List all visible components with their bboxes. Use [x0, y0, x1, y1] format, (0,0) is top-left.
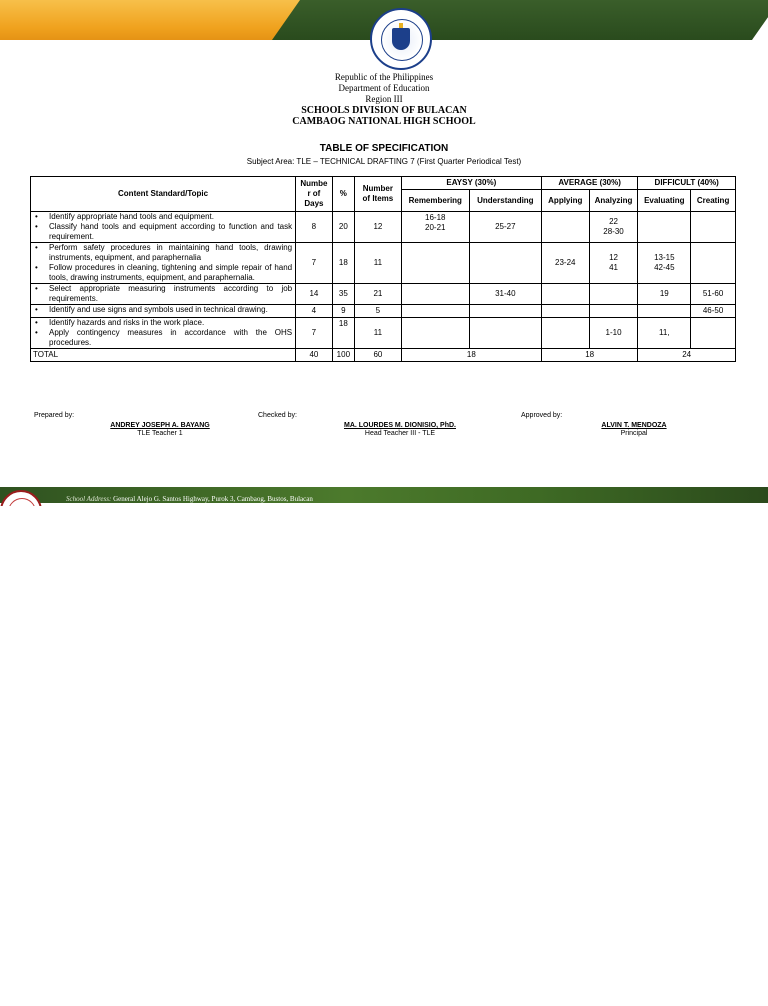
approver-name: ALVIN T. MENDOZA [601, 422, 667, 429]
evaluating-cell: 11, [638, 318, 691, 349]
percent-cell: 18 [332, 318, 354, 349]
days-cell: 14 [296, 284, 333, 305]
percent-cell: 18 [332, 243, 354, 284]
school-logo-icon [0, 490, 42, 532]
topic-item: • Select appropriate measuring instruments according to job requirements. [33, 284, 292, 304]
evaluating-cell [638, 305, 691, 318]
creating-cell [691, 243, 736, 284]
school-line: CAMBAOG NATIONAL HIGH SCHOOL [292, 116, 476, 127]
table-row [31, 318, 736, 349]
address-label: School Address: [66, 495, 112, 503]
items-cell: 21 [355, 284, 402, 305]
total-average: 18 [541, 349, 637, 362]
days-cell: 4 [296, 305, 333, 318]
header-items: Number of Items [355, 177, 402, 212]
header-analyzing: Analyzing [589, 190, 638, 212]
remembering-cell [401, 284, 469, 305]
understanding-cell: 31-40 [469, 284, 541, 305]
percent-cell: 9 [332, 305, 354, 318]
items-cell: 11 [355, 243, 402, 284]
days-cell: 7 [296, 243, 333, 284]
analyzing-cell [589, 305, 638, 318]
applying-cell [541, 212, 589, 243]
topic-item: • Identify hazards and risks in the work place. [33, 318, 292, 328]
items-cell: 11 [355, 318, 402, 349]
analyzing-cell: 12 41 [589, 243, 638, 284]
topic-cell [31, 212, 296, 243]
header-remembering: Remembering [401, 190, 469, 212]
header-creating: Creating [691, 190, 736, 212]
topic-cell [31, 305, 296, 318]
days-cell: 7 [296, 318, 333, 349]
understanding-cell [469, 305, 541, 318]
table-row [31, 305, 736, 318]
checker-role: Head Teacher III - TLE [364, 430, 436, 437]
department-line: Department of Education [338, 83, 430, 93]
preparer-signature [70, 422, 250, 437]
evaluating-cell [638, 212, 691, 243]
approver-signature [544, 422, 724, 437]
percent-cell: 35 [332, 284, 354, 305]
topic-item: • Identify appropriate hand tools and equipment. [33, 212, 292, 222]
header-days: Numbe r of Days [296, 177, 333, 212]
topic-item: • Perform safety procedures in maintaining hand tools, drawing instruments, equipment, and paraphernalia [33, 243, 292, 263]
address-text: General Alejo G. Santos Highway, Purok 3, Cambaog, Bustos, Bulacan [113, 495, 313, 503]
topic-cell [31, 243, 296, 284]
division-line: SCHOOLS DIVISION OF BULACAN [301, 105, 467, 116]
total-difficult: 24 [638, 349, 736, 362]
total-items: 60 [355, 349, 402, 362]
preparer-name: ANDREY JOSEPH A. BAYANG [110, 422, 210, 429]
topic-item: • Follow procedures in cleaning, tightening and simple repair of hand tools, drawing instruments, equipment, and paraphernalia. [33, 263, 292, 283]
creating-cell [691, 318, 736, 349]
specification-table [30, 176, 736, 362]
total-percent: 100 [332, 349, 354, 362]
deped-seal-icon [370, 8, 432, 70]
evaluating-cell: 19 [638, 284, 691, 305]
republic-line: Republic of the Philippines [334, 72, 434, 82]
letterhead [0, 72, 768, 127]
remembering-cell [401, 305, 469, 318]
header-percent: % [332, 177, 354, 212]
checker-signature [310, 422, 490, 437]
total-easy: 18 [401, 349, 541, 362]
analyzing-cell [589, 284, 638, 305]
topic-item: • Apply contingency measures in accordance with the OHS procedures. [33, 328, 292, 348]
document-subject: Subject Area: TLE – TECHNICAL DRAFTING 7 (First Quarter Periodical Test) [246, 157, 522, 166]
total-row [31, 349, 736, 362]
approved-by-label: Approved by: [521, 412, 563, 419]
total-days: 40 [296, 349, 333, 362]
applying-cell [541, 284, 589, 305]
header-applying: Applying [541, 190, 589, 212]
header-difficult: DIFFICULT (40%) [638, 177, 736, 190]
remembering-cell: 16-18 20-21 [401, 212, 469, 243]
analyzing-cell: 1-10 [589, 318, 638, 349]
checker-name: MA. LOURDES M. DIONISIO, PhD. [343, 422, 456, 429]
percent-cell: 20 [332, 212, 354, 243]
header-easy: EAYSY (30%) [401, 177, 541, 190]
understanding-cell [469, 243, 541, 284]
table-row [31, 243, 736, 284]
region-line: Region III [365, 94, 403, 104]
document-title: TABLE OF SPECIFICATION [319, 143, 449, 154]
understanding-cell [469, 318, 541, 349]
approver-role: Principal [620, 430, 648, 437]
remembering-cell [401, 318, 469, 349]
applying-cell [541, 318, 589, 349]
creating-cell: 46-50 [691, 305, 736, 318]
days-cell: 8 [296, 212, 333, 243]
checked-by-label: Checked by: [258, 412, 297, 419]
items-cell: 12 [355, 212, 402, 243]
preparer-role: TLE Teacher 1 [137, 430, 183, 437]
prepared-by-label: Prepared by: [34, 412, 75, 419]
footer-banner [0, 487, 768, 503]
items-cell: 5 [355, 305, 402, 318]
understanding-cell: 25-27 [469, 212, 541, 243]
header-understanding: Understanding [469, 190, 541, 212]
table-row [31, 212, 736, 243]
topic-item: • Identify and use signs and symbols used in technical drawing. [33, 305, 292, 315]
total-label: TOTAL [31, 349, 296, 362]
table-row [31, 284, 736, 305]
applying-cell [541, 305, 589, 318]
topic-cell [31, 284, 296, 305]
header-topic: Content Standard/Topic [31, 177, 296, 212]
topic-item: • Classify hand tools and equipment according to function and task requirement. [33, 222, 292, 242]
topic-cell [31, 318, 296, 349]
evaluating-cell: 13-15 42-45 [638, 243, 691, 284]
applying-cell: 23-24 [541, 243, 589, 284]
remembering-cell [401, 243, 469, 284]
creating-cell: 51-60 [691, 284, 736, 305]
header-evaluating: Evaluating [638, 190, 691, 212]
header-average: AVERAGE (30%) [541, 177, 637, 190]
analyzing-cell: 22 28-30 [589, 212, 638, 243]
school-address [66, 495, 313, 503]
creating-cell [691, 212, 736, 243]
